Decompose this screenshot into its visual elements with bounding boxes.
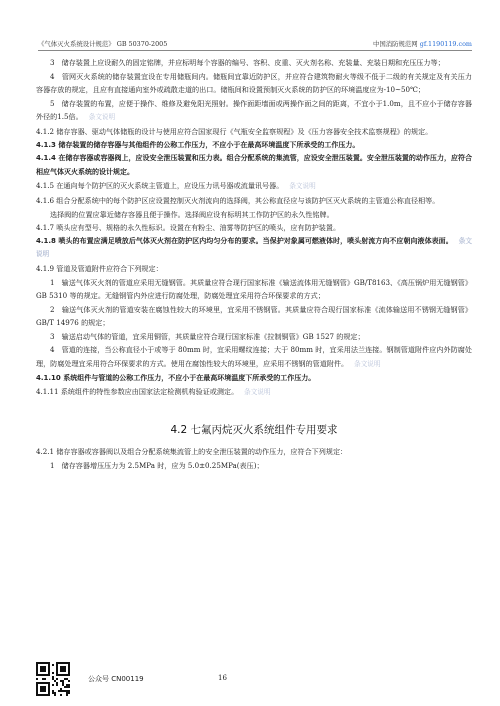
clause-text: 4.1.3 储存装置的储存容器与其他组件的公称工作压力，不应小于在最高环境温度下所承受的工作压力。 bbox=[36, 140, 360, 149]
clause-text: 4.1.8 喷头的布置应满足喷放后气体灭火剂在防护区内均匀分布的要求。当保护对象属可燃液体时，喷头射流方向不应朝向液体表面。 bbox=[36, 236, 453, 245]
clause-text: 4.1.7 喷头应有型号、规格的永久性标识。设置在有粉尘、油雾等防护区的喷头，应有防护装置。 bbox=[36, 223, 341, 233]
clause-text: 3 输送启动气体的管道，宜采用铜管，其质量应符合现行国家标准《拉制铜管》GB 1527 的规定； bbox=[50, 331, 365, 341]
page-number: 16 bbox=[218, 674, 227, 682]
clause-text: 4 管道的连接，当公称直径小于或等于 80mm 时，宜采用螺纹连接；大于 80mm 时，宜采用法兰连接。钢制管道附件应内外防腐处理，防腐处理宜采用符合环保要求的方式。使用在腐蚀性较大的环境里，应采用不锈钢的管道附件。 bbox=[36, 345, 472, 369]
clause-paragraph bbox=[36, 262, 472, 276]
clause-paragraph bbox=[36, 330, 472, 344]
clause-explanation-link[interactable]: 条文说明 bbox=[244, 388, 271, 397]
clause-paragraph bbox=[36, 97, 472, 125]
clause-paragraph bbox=[36, 194, 472, 208]
clause-paragraph: 4.2.1 储存容器或容器阀以及组合分配系统集流管上的安全泄压装置的动作压力，应符合下列规定： bbox=[36, 447, 348, 457]
clause-paragraph bbox=[36, 56, 472, 70]
clause-text: 4.1.5 在通向每个防护区的灭火系统主管道上，应设压力讯号器或流量讯号器。 bbox=[36, 181, 284, 191]
clause-text: 4 管网灭火系统的储存装置宜设在专用储瓶间内。储瓶间宜靠近防护区，并应符合建筑物耐火等级不低于二级的有关规定及有关压力容器存放的规定，且应有直接通向室外或疏散走道的出口。储瓶间和设置预制灭火系统的防护区的环境温度应为-10~50℃； bbox=[36, 71, 472, 95]
footer-account: 公众号 CN00119 bbox=[88, 675, 144, 683]
header-title: 《气体灭火系统设计规范》 GB 50370-2005 bbox=[38, 40, 168, 48]
clause-paragraph bbox=[36, 372, 472, 386]
clause-text: 3 储存装置上应设耐久的固定铭牌，并应标明每个容器的编号、容积、皮重、灭火剂名称、充装量、充装日期和充压压力等； bbox=[50, 58, 445, 67]
clause-paragraph bbox=[36, 70, 472, 97]
clause-explanation-link[interactable]: 条文说明 bbox=[354, 360, 381, 369]
qr-code-icon bbox=[36, 662, 70, 696]
header-site bbox=[373, 39, 472, 48]
clause-explanation-link[interactable]: 条文说明 bbox=[36, 236, 472, 259]
clause-text: 1 输送气体灭火剂的管道应采用无缝钢管。其质量应符合现行国家标准《输送流体用无缝钢管》GB/T8163、《高压锅炉用无缝钢管》GB 5310 等的规定。无缝钢管内外应进行防腐处理，防腐处理宜采用符合环保要求的方式； bbox=[36, 277, 472, 301]
clause-explanation-link[interactable]: 条文说明 bbox=[88, 113, 116, 122]
clause-text: 4.1.9 管道及管道附件应符合下列规定： bbox=[36, 263, 163, 273]
clause-text: 4.1.10 系统组件与管道的公称工作压力，不应小于在最高环境温度下所承受的工作压力。 bbox=[36, 373, 316, 382]
clause-paragraph bbox=[36, 343, 472, 371]
page-header bbox=[38, 38, 472, 51]
clause-text: 4.1.11 系统组件的特性参数应由国家法定检测机构验证或测定。 bbox=[36, 387, 239, 397]
clause-text: 4.1.2 储存容器、驱动气体储瓶的设计与使用应符合国家现行《气瓶安全监察规程》及《压力容器安全技术监察规程》的规定。 bbox=[36, 126, 433, 136]
clause-text: 2 输送气体灭火剂的管道安装在腐蚀性较大的环境里，宜采用不锈钢管。其质量应符合现行国家标准《流体输送用不锈钢无缝钢管》GB/T 14976 的规定； bbox=[36, 304, 472, 328]
clause-text: 4.1.6 组合分配系统中的每个防护区应设置控制灭火剂流向的选择阀，其公称直径应与该防护区灭火系统的主管道公称直径相等。 bbox=[36, 195, 440, 205]
clause-paragraph bbox=[36, 276, 472, 303]
clause-text: 4.1.4 在储存容器或容器阀上，应设安全泄压装置和压力表。组合分配系统的集流管，应设安全泄压装置。安全泄压装置的动作压力，应符合相应气体灭火系统的设计规定。 bbox=[36, 154, 472, 176]
clause-paragraph bbox=[36, 208, 472, 222]
clause-explanation-link[interactable]: 条文说明 bbox=[289, 182, 316, 191]
clause-text: 选择阀的位置应靠近储存容器且便于操作。选择阀应设有标明其工作防护区的永久性铭牌。 bbox=[50, 209, 334, 219]
header-site-link[interactable]: gf.1190119.com bbox=[419, 40, 472, 48]
clause-paragraph bbox=[36, 179, 472, 194]
clause-paragraph bbox=[36, 152, 472, 179]
clause-paragraph bbox=[36, 221, 472, 235]
clause-paragraph bbox=[36, 385, 472, 400]
page-body bbox=[36, 56, 472, 473]
clause-paragraph bbox=[36, 139, 472, 153]
clause-text: 5 储存装置的布置，应便于操作、维修及避免阳光照射。操作面距墙面或两操作面之间的距离，不宜小于1.0m，且不应小于储存容器外径的1.5倍。 bbox=[36, 98, 472, 122]
clause-paragraph: 1 储存容器增压压力为 2.5MPa 时，应为 5.0±0.25MPa(表压)； bbox=[50, 461, 264, 471]
clause-paragraph bbox=[36, 125, 472, 139]
section-title: 4.2 七氟丙烷灭火系统组件专用要求 bbox=[170, 423, 338, 436]
page-footer bbox=[36, 662, 472, 702]
header-site-name: 中国消防规范网 bbox=[372, 40, 418, 48]
clause-paragraph bbox=[36, 235, 472, 262]
clause-paragraph bbox=[36, 303, 472, 330]
